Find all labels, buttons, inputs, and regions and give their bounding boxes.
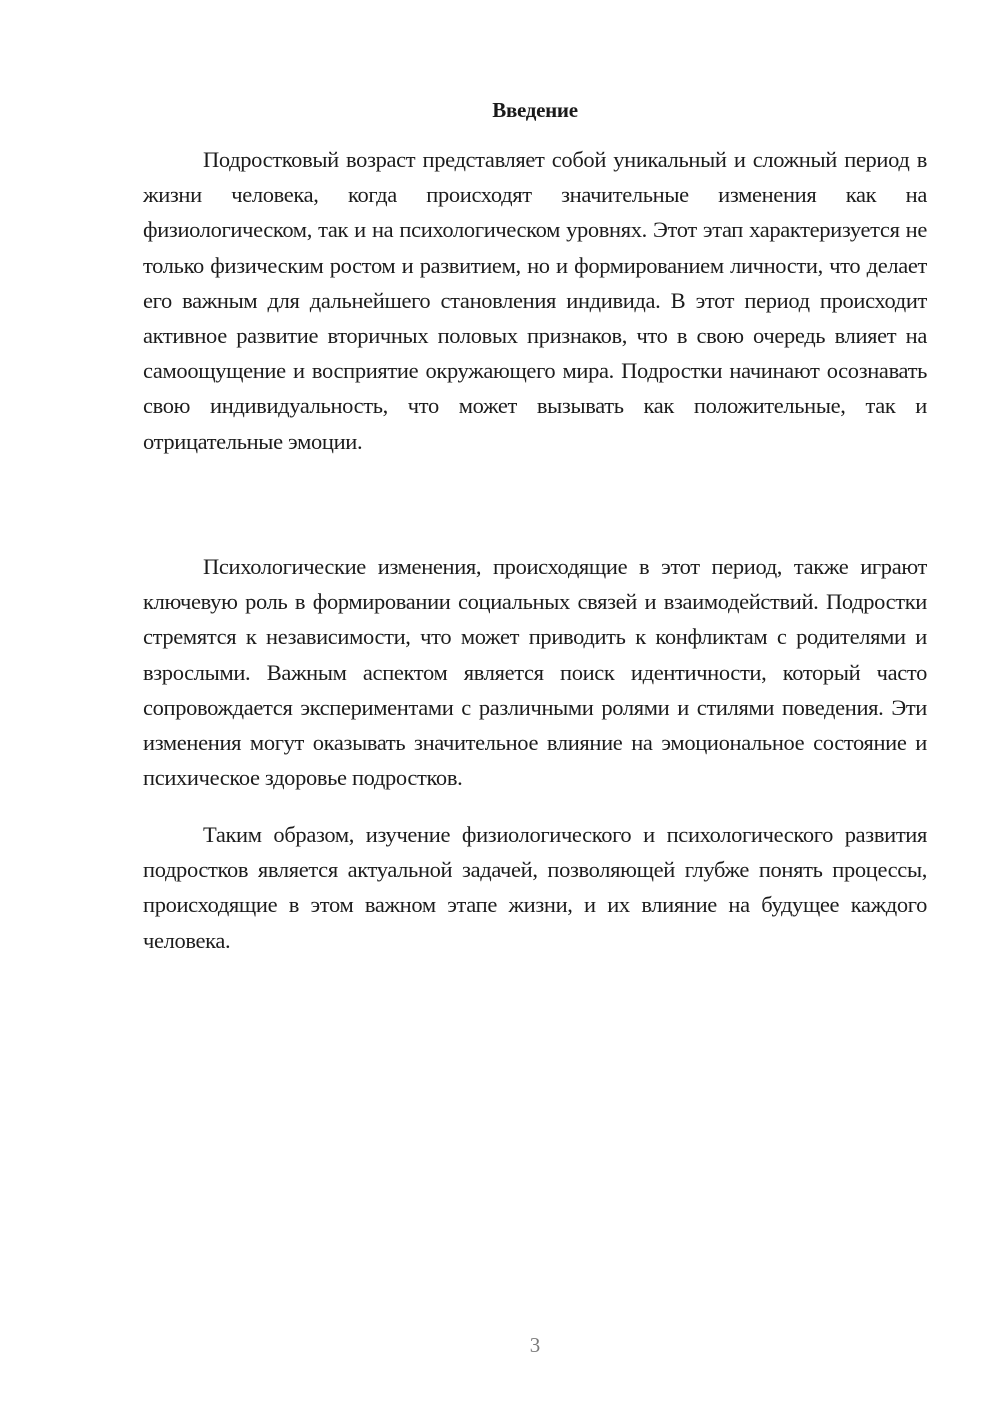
paragraph-3-block [143, 817, 927, 958]
paragraph-1-block [143, 142, 927, 459]
paragraph: Таким образом, изучение физиологического и психологического развития подростков является актуальной задачей, позволяющей глубже понять процессы, происходящие в этом важном этапе жизни, и их влияние на будущее каждого человека. [143, 822, 927, 953]
paragraph: Подростковый возраст представляет собой уникальный и сложный период в жизни человека, когда происходят значительные изменения как на физиологическом, так и на психологическом уровнях. Этот этап характеризуется не только физическим ростом и развитием, но и формированием личности, что делает его важным для дальнейшего становления индивида. В этот период происходит активное развитие вторичных половых признаков, что в свою очередь влияет на самоощущение и восприятие окружающего мира. Подростки начинают осознавать свою индивидуальность, что может вызывать как положительные, так и отрицательные эмоции. [143, 147, 927, 454]
section-heading: Введение [492, 98, 578, 122]
paragraph: Психологические изменения, происходящие в этот период, также играют ключевую роль в формировании социальных связей и взаимодействий. Подростки стремятся к независимости, что может приводить к конфликтам с родителями и взрослыми. Важным аспектом является поиск идентичности, который часто сопровождается экспериментами с различными ролями и стилями поведения. Эти изменения могут оказывать значительное влияние на эмоциональное состояние и психическое здоровье подростков. [143, 554, 927, 791]
paragraph-2-block [143, 549, 927, 795]
page-number: 3 [529, 1333, 541, 1357]
